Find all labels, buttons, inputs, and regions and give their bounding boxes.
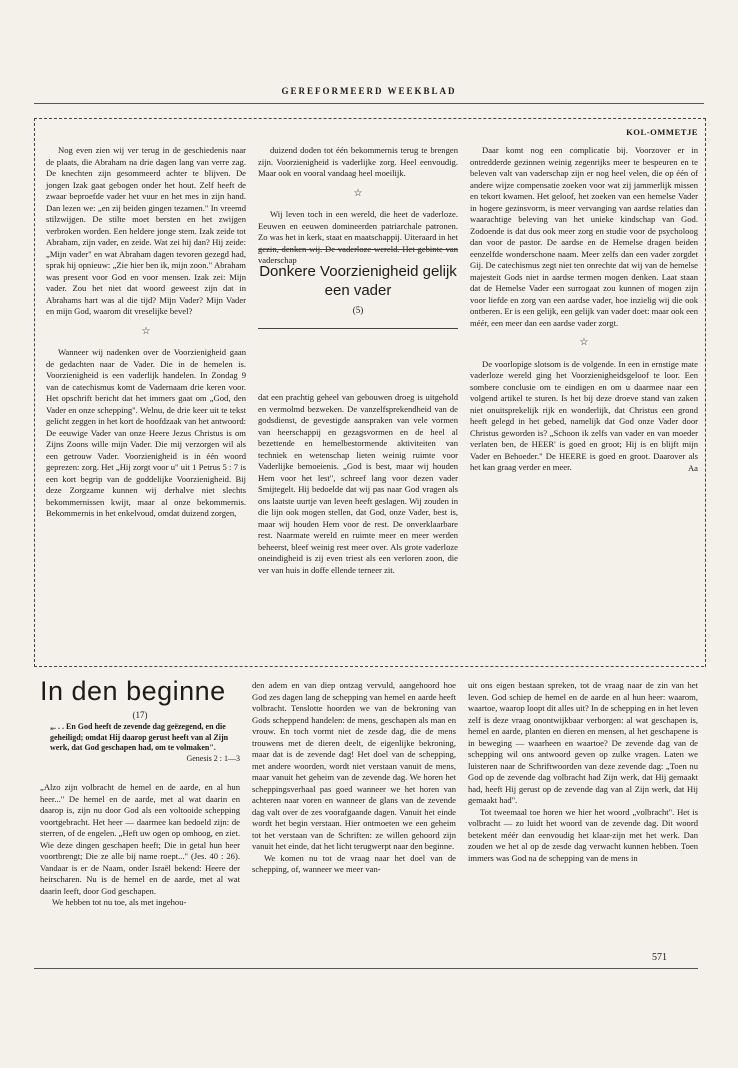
kolommetje-title: KOL-OMMETJE <box>626 127 698 137</box>
kolommetje-paragraph: De voorlopige slotsom is de volgende. In een in ernstige mate vaderloze wereld ging het Voorzienigheidsgeloof te loor. Een sombere conclusie om te eindigen en om u daarmee naar een volgend artikel te sturen. Is het bij deze droeve stand van zaken niet onuitsprekelijk rijk en wonderlijk, dat Christus een grond heeft gelegd in het gebed, namelijk dat God onze Vader door Christus geworden is? „Schoon ik zelfs van vader en van moeder verlaten ben, de HEER' is goed en groot; Hij is en blijft mijn Vader en Behoeder." De HEERE is goed en groot. Daarover als het kan graag verder en meer. <box>470 358 698 472</box>
kolommetje-paragraph: Wanneer wij nadenken over de Voorzienigheid gaan de gedachten naar de Vader. Die in de hemelen is. Voorzienigheid is een vaderlijk handelen. In Zondag 9 van de catechismus komt de Vadernaam drie keren voor. Het opschrift bericht dat het immers gaat om „God, den Vader en onze schepping". Welnu, de drie keer uit te tekst gelicht zeggen in het kort de hoofdzaak van het antwoord: De eeuwige Vader van onze Heere Jezus Christus is om Zijns Zoons wille mijn Vader. Die mij verzorgen wil als een getrouw Vader. Voorzienigheid is in één woord geprezen: zorg. Het „Hij zorgt voor u" uit 1 Petrus 5 : 7 is een kort begrip van de goddelijke Voorzienigheid. Bij deze Zorgzame kunnen wij derhalve niet slechts bekommernissen kwijt, maar al onze bekommernis. Bekommernis in het enkelvoud, omdat duizend zorgen, <box>46 347 246 518</box>
kolommetje-paragraph: Nog even zien wij ver terug in de geschiedenis naar de plaats, die Abraham na drie dagen lang van verre zag. De knechten zijn gesommeerd achter te blijven. De jongen Izak gaat gebogen onder het hout. Zelf heeft de zwaar beproefde vader het vuur en het mes in zijn hand. Dan lezen we: „en zij beiden gingen tezamen." In vreemd stilzwijgen. De stilte moet bersten en het zwijgen verbroken worden. Een heldere jonge stem. Izak zeide tot Abraham, zijn vader, en zeide. Wat zei hij dan? Hij zeide: „Mijn vader" en wat Abraham dagen tevoren gezegd had, sprak hij opnieuw: „Zie hier ben ik, mijn zoon." Abraham was present voor God en voor mensen. Izak zei: Mijn vader. Zou het niet dat woord geweest zijn dat in Abrahams hart was al die tijd? Mijn Vader? Mijn Vader en mijn God, waarom dit vreselijke bevel? <box>46 145 246 316</box>
header-rule <box>34 103 704 104</box>
beginne-paragraph: uit ons eigen bestaan spreken, tot de vraag naar de zin van het leven. God schiep de hemel en de aarde en al hun heer: waarom, waartoe, waarop loopt dit alles uit? In de schepping en in het leven zelf is deze vraag onontwijkbaar verborgen: al wat geschapen is, hemel en aarde, planten en dieren en mensen, al het geschapene is in beweging — waarheen en waartoe? De zevende dag van de schepping wil ons antwoord geven op zulke vragen. Laten we luisteren naar de Schriftwoorden van deze zevende dag: „Toen nu God op de zevende dag volbracht had Zijn werk, dat Hij gemaakt had, heeft Hij gerust op de zevende dag van al Zijn werk, dat Hij gemaakt had". <box>468 680 698 805</box>
section-number: (5) <box>352 305 364 315</box>
page-header: GEREFORMEERD WEEKBLAD <box>281 86 457 96</box>
scripture-quote <box>50 722 240 764</box>
beginne-paragraph: We hebben tot nu toe, als met ingehou- <box>52 897 187 907</box>
section-title: Donkere Voorzienigheid gelijk een vader <box>259 263 457 299</box>
beginne-column-2 <box>252 680 456 876</box>
kolommetje-paragraph: dat een prachtig geheel van gebouwen droeg is uitgehold en vermolmd bezweken. De vanzelfsprekendheid van de godsdienst, de gevestigde aanspraken van vele vormen van heerschappij en gezagsvormen en de heel al bezettende en hemelbestormende aktiviteiten van techniek en wetenschap lieten weinig ruimte voor Vaderlijke bemoeienis. „God is best, maar wij houden Hem voor het lest", schreef lang voor dezen vader Smijtegelt. Hij bedoelde dat wij pas naar God vragen als ons laatste uurtje van leven heeft geslagen. Wij zouden in die lijn ook mogen stellen, dat God, onze Vader, best is, maar wij houden Hem voor de rest. De onverklaarbare rest. Naarmate wereld en ruimte meer en meer werden beheerst, bleef weinig rest meer over. Als grote vaderloze oneindigheid is zij even triest als een verloren zoon, die ver van huis in doffe ellende terneer zit. <box>258 392 458 575</box>
kolommetje-column-1 <box>46 145 246 520</box>
beginne-column-1 <box>40 782 240 909</box>
kolommetje-box-bottom <box>34 666 704 667</box>
kolommetje-column-3 <box>470 145 698 474</box>
kolommetje-paragraph: Wij leven toch in een wereld, die heet de vaderloze. Eeuwen en eeuwen domineerden patriarchale patronen. Zo was het in kerk, staat en maatschappij. Uiteraard in het gezin, denken wij. De vaderloze wereld. Het gebinte van vaderschap <box>258 209 458 265</box>
beginne-paragraph: den adem en van diep ontzag vervuld, aangehoord hoe God zes dagen lang de schepping van hemel en aarde heeft volbracht. Tenslotte hoorden we van de bekroning van Gods scheppend handelen: de mens, geschapen als man en vrouw. En toch vormt niet de zesde dag, die de mens trouwens met de dieren deelt, de eigenlijke bekroning, maar dat is de zevende dag! Het doel van de schepping, met andere woorden, wordt niet verstaan vanuit de mens, maar vanuit het geheim van de zevende dag. We horen het scheppingsverhaal pas goed wanneer we het horen van achteren naar voren en wanneer de glans van de zevende dag valt over de zes voorafgaande dagen. Vanuit het einde wordt het begin verstaan. Hier ontmoeten we een geheim tot het verstaan van de Schriften: ze willen gehoord zijn vanuit het einde, dat het licht terugwerpt naar den beginne. <box>252 680 456 851</box>
page-number: 571 <box>652 952 667 963</box>
beginne-paragraph: Tot tweemaal toe horen we hier het woord „volbracht". Het is volbracht — zo luidt het woord van de zevende dag. Dit woord betekent méér dan eenvoudig het klaar-zijn met het werk. Dan zouden we het al op de zesde dag verwacht kunnen hebben. Toen immers was God na de schepping van de mens in <box>468 806 698 863</box>
star-icon: ☆ <box>353 187 363 199</box>
star-icon: ☆ <box>579 337 589 348</box>
kolommetje-paragraph: duizend doden tot één bekommernis terug te brengen zijn. Voorzienigheid is vaderlijke zorg. Heel eenvoudig. Maar ook en vooral vandaag heel moeilijk. <box>258 145 458 178</box>
star-icon: ☆ <box>141 325 151 337</box>
section-divider-bottom <box>258 328 458 329</box>
beginne-title: In den beginne <box>40 676 226 706</box>
beginne-column-3 <box>468 680 698 864</box>
quote-reference: Genesis 2 : 1—3 <box>186 753 240 763</box>
kolommetje-column-2-continued <box>258 392 458 576</box>
section-divider-top <box>258 249 458 250</box>
kolommetje-paragraph: Daar komt nog een complicatie bij. Voorzover er in ontredderde gezinnen weinig zegenrijks meer te bespeuren en te beleven valt van vaderschap zijn er nog heel velen, die op één of andere wijze compensatie zoeken voor wat zij jammerlijk missen en tekort kwamen. Het geloof, het zoeken van een hemelse Vader in hogere gezinsvorm, is meer vervanging van aardse relaties dan waarachtige beleving van het unieke kindschap van God. Zodoende is dat dus ook meer zorg en studie voor de psycholoog dan voor de pastor. De aardse en de Hemelse dragen beiden eenzelfde wonderschone naam. Meer zelfs dan een vader zorgdet Gij. De catechismus zegt niet ten onrechte dat wij van de hemelse majesteit Gods niet in aardse termen mogen denken. Laat staan dat de Hemelse Vader een surrogaat zou kunnen of mogen zijn voor liefde en zorg van een aardse vader, hoe inzielig wij die ook ontberen. Er is een gelijk, een gelijk van vader doet: maar ook een méér, een meer dan een aardse vader zorgt. <box>470 145 698 328</box>
beginne-paragraph: We komen nu tot de vraag naar het doel van de schepping, of, wanneer we meer van- <box>252 852 456 874</box>
author-signature: Aa <box>687 462 698 473</box>
beginne-number: (17) <box>132 710 148 720</box>
bottom-rule <box>34 968 698 969</box>
quote-text: „. . . En God heeft de zevende dag geëzegend, en die geheiligd; omdat Hij daarop gerust heeft van al Zijn werk, dat God geschapen had, om te volmaken". <box>50 722 229 752</box>
beginne-paragraph: „Alzo zijn volbracht de hemel en de aarde, en al hun heer..." De hemel en de aarde, met al wat daarin en daarop is, zijn nu door God als een voltooide schepping voortgebracht. Het heer — daarmee kan bedoeld zijn: de sterren, of de engelen. „Heft uw ogen op omhoog, en ziet. Wie deze dingen geschapen heeft; Die in getal hun heer voortbrengt; Die ze alle bij name roept..." (Jes. 40 : 26). Vandaar is er de Naam, onder Israël bekend: Heere der heirscharen. Nu is de hemel en de aarde, met al wat daarin leeft, door God geschapen. <box>40 782 240 896</box>
